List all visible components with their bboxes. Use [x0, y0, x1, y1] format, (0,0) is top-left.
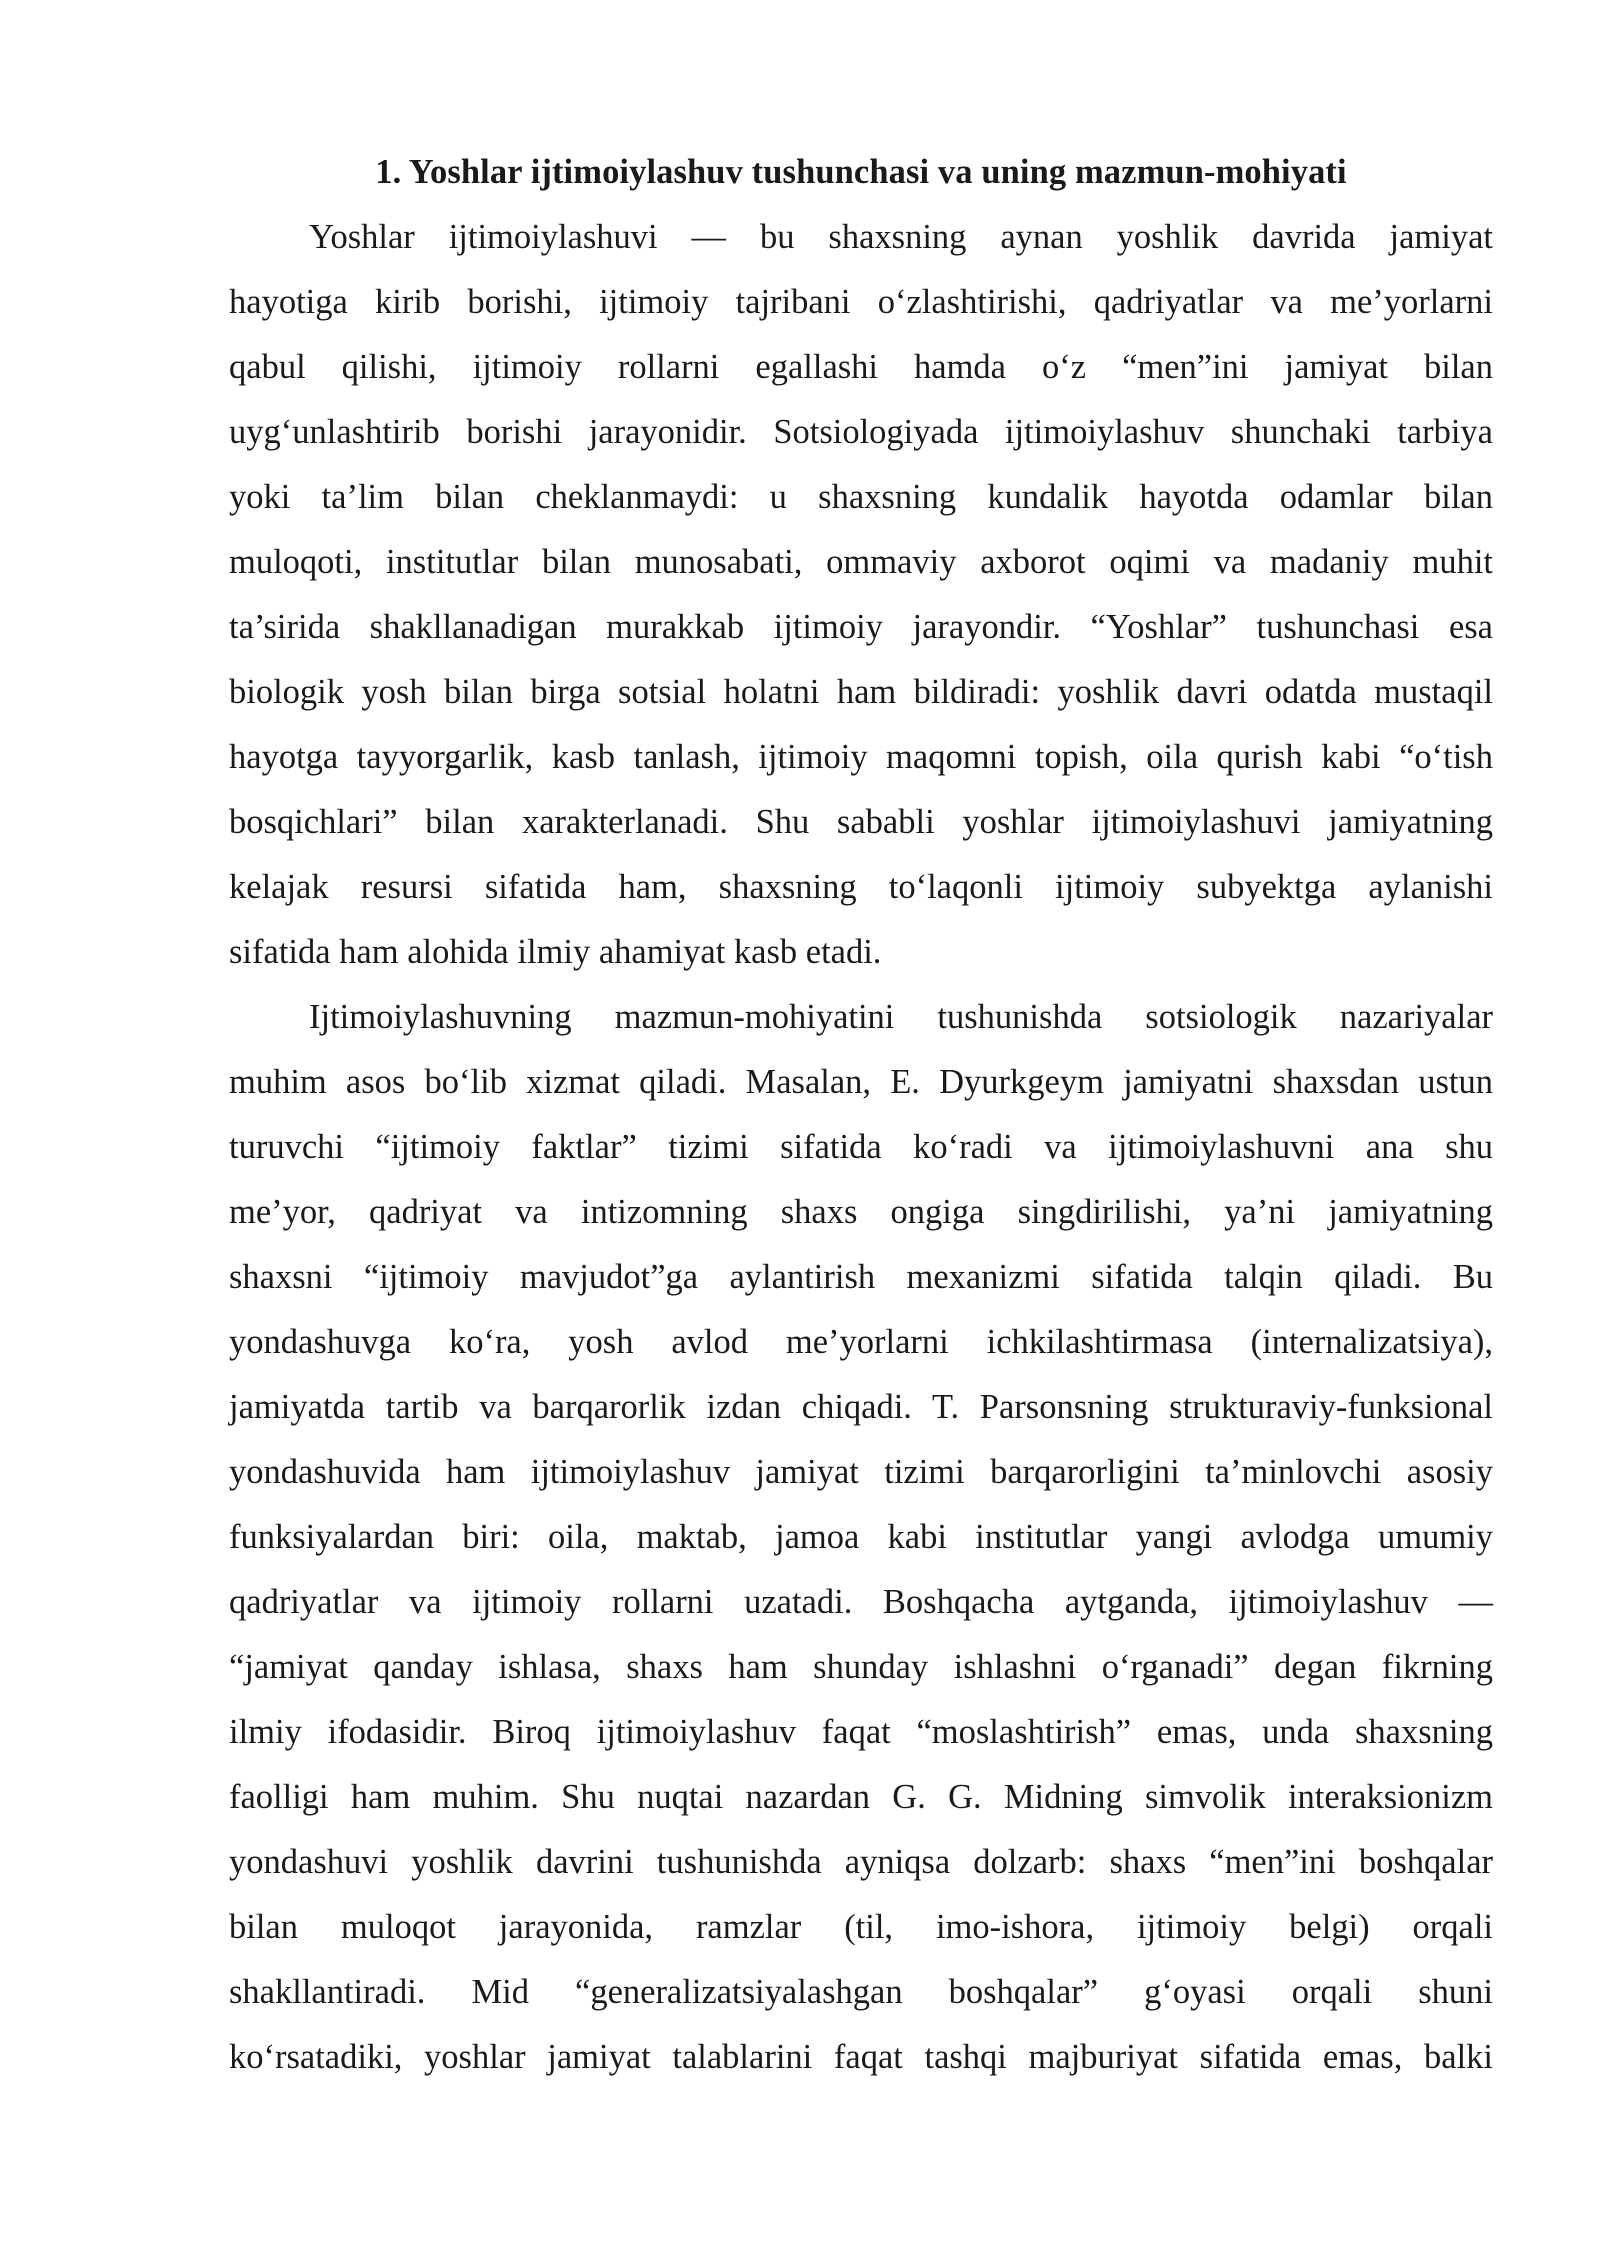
text-line: yoki ta’lim bilan cheklanmaydi: u shaxsning kundalik hayotda odamlar bilan [229, 478, 1493, 516]
text-line: hayotiga kirib borishi, ijtimoiy tajribani o‘zlashtirishi, qadriyatlar va me’yorlarni [229, 283, 1493, 321]
text-line: shakllantiradi. Mid “generalizatsiyalashgan boshqalar” g‘oyasi orqali shuni [229, 1973, 1493, 2011]
text-line: “jamiyat qanday ishlasa, shaxs ham shunday ishlashni o‘rganadi” degan fikrning [229, 1648, 1493, 1686]
text-line: qadriyatlar va ijtimoiy rollarni uzatadi. Boshqacha aytganda, ijtimoiylashuv — [229, 1583, 1493, 1621]
text-line: qabul qilishi, ijtimoiy rollarni egallashi hamda o‘z “men”ini jamiyat bilan [229, 348, 1493, 386]
text-line: ilmiy ifodasidir. Biroq ijtimoiylashuv faqat “moslashtirish” emas, unda shaxsning [229, 1713, 1493, 1751]
text-line: biologik yosh bilan birga sotsial holatni ham bildiradi: yoshlik davri odatda mustaqil [229, 673, 1493, 711]
text-line: faolligi ham muhim. Shu nuqtai nazardan G. G. Midning simvolik interaksionizm [229, 1778, 1493, 1816]
text-line: ta’sirida shakllanadigan murakkab ijtimoiy jarayondir. “Yoshlar” tushunchasi esa [229, 608, 1493, 646]
text-line: turuvchi “ijtimoiy faktlar” tizimi sifatida ko‘radi va ijtimoiylashuvni ana shu [229, 1128, 1493, 1166]
text-line: uyg‘unlashtirib borishi jarayonidir. Sotsiologiyada ijtimoiylashuv shunchaki tarbiya [229, 413, 1493, 451]
paragraph-2 [229, 985, 1493, 2090]
text-line: yondashuvida ham ijtimoiylashuv jamiyat tizimi barqarorligini ta’minlovchi asosiy [229, 1453, 1493, 1491]
text-line: Ijtimoiylashuvning mazmun-mohiyatini tushunishda sotsiologik nazariyalar [309, 998, 1493, 1036]
section-heading: 1. Yoshlar ijtimoiylashuv tushunchasi va uning mazmun-mohiyati [375, 153, 1347, 191]
text-line: hayotga tayyorgarlik, kasb tanlash, ijtimoiy maqomni topish, oila qurish kabi “o‘tish [229, 738, 1493, 776]
text-line: me’yor, qadriyat va intizomning shaxs ongiga singdirilishi, ya’ni jamiyatning [229, 1193, 1493, 1231]
text-line: sifatida ham alohida ilmiy ahamiyat kasb etadi. [229, 933, 882, 971]
text-line: yondashuvi yoshlik davrini tushunishda ayniqsa dolzarb: shaxs “men”ini boshqalar [229, 1843, 1493, 1881]
text-line: muhim asos bo‘lib xizmat qiladi. Masalan, E. Dyurkgeym jamiyatni shaxsdan ustun [229, 1063, 1493, 1101]
text-line: bilan muloqot jarayonida, ramzlar (til, imo-ishora, ijtimoiy belgi) orqali [229, 1908, 1493, 1946]
text-line: ko‘rsatadiki, yoshlar jamiyat talablarini faqat tashqi majburiyat sifatida emas, balki [229, 2038, 1493, 2076]
paragraph-1 [229, 205, 1493, 985]
text-line: bosqichlari” bilan xarakterlanadi. Shu sababli yoshlar ijtimoiylashuvi jamiyatning [229, 803, 1493, 841]
text-line: jamiyatda tartib va barqarorlik izdan chiqadi. T. Parsonsning strukturaviy-funksional [229, 1388, 1493, 1426]
text-line: muloqoti, institutlar bilan munosabati, ommaviy axborot oqimi va madaniy muhit [229, 543, 1493, 581]
text-line: kelajak resursi sifatida ham, shaxsning to‘laqonli ijtimoiy subyektga aylanishi [229, 868, 1493, 906]
document-body [229, 140, 1493, 2090]
text-line: funksiyalardan biri: oila, maktab, jamoa kabi institutlar yangi avlodga umumiy [229, 1518, 1493, 1556]
text-line: Yoshlar ijtimoiylashuvi — bu shaxsning aynan yoshlik davrida jamiyat [309, 218, 1493, 256]
text-line: shaxsni “ijtimoiy mavjudot”ga aylantirish mexanizmi sifatida talqin qiladi. Bu [229, 1258, 1493, 1296]
text-line: yondashuvga ko‘ra, yosh avlod me’yorlarni ichkilashtirmasa (internalizatsiya), [229, 1323, 1493, 1361]
